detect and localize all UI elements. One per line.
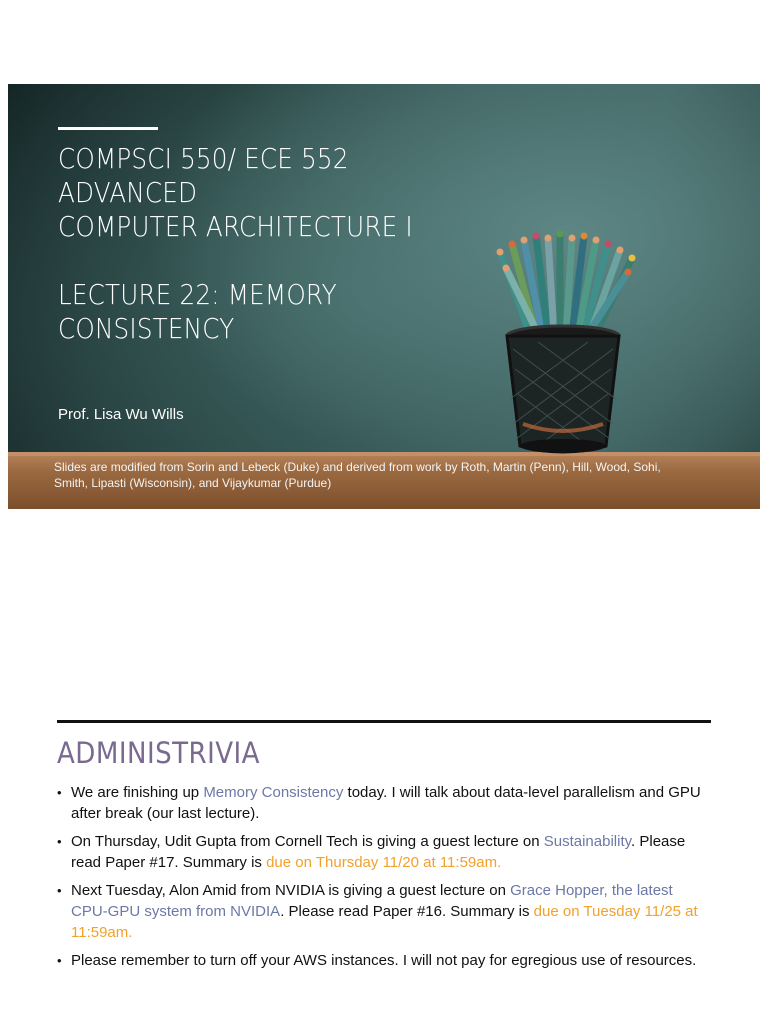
course-line: COMPSCI 550/ ECE 552 [58,142,349,175]
title-slide [8,84,760,509]
topic-highlight: Memory Consistency [203,784,344,801]
topic-highlight: Grace Hopper, the latest CPU-GPU system from NVIDIA [71,882,673,920]
professor-name: Prof. Lisa Wu Wills [58,406,184,423]
deadline-highlight: due on Thursday 11/20 at 11:59am. [266,854,502,871]
pencil-cup-image [478,224,658,464]
administrivia-list [57,782,707,978]
lecture-line: CONSISTENCY [58,312,235,345]
heading-rule [57,720,711,723]
deadline-highlight: due on Tuesday 11/25 at 11:59am. [71,903,698,941]
slide-title [58,142,445,346]
title-rule [58,127,158,130]
list-item: • Please remember to turn off your AWS instances. I will not pay for egregious use of resources. [57,950,707,971]
course-line: COMPUTER ARCHITECTURE I [58,210,413,243]
list-item: • We are finishing up Memory Consistency today. I will talk about data-level parallelism and GPU after break (our last lecture). [57,782,707,824]
list-item: • Next Tuesday, Alon Amid from NVIDIA is giving a guest lecture on Grace Hopper, the latest CPU-GPU system from NVIDIA. Please read Paper #16. Summary is due on Tuesday 11/25 at 11:59am. [57,880,707,943]
credits-text: Slides are modified from Sorin and Lebeck (Duke) and derived from work by Roth, Martin (Penn), Hill, Wood, Sohi, Smith, Lipasti (Wisconsin), and Vijaykumar (Purdue) [54,460,661,490]
lecture-line: LECTURE 22: MEMORY [58,278,337,311]
list-item: • On Thursday, Udit Gupta from Cornell Tech is giving a guest lecture on Sustainability. Please read Paper #17. Summary is due on Thursday 11/20 at 11:59am. [57,831,707,873]
administrivia-title: ADMINISTRIVIA [57,736,260,770]
course-line: ADVANCED [58,176,198,209]
topic-highlight: Sustainability [543,833,632,850]
